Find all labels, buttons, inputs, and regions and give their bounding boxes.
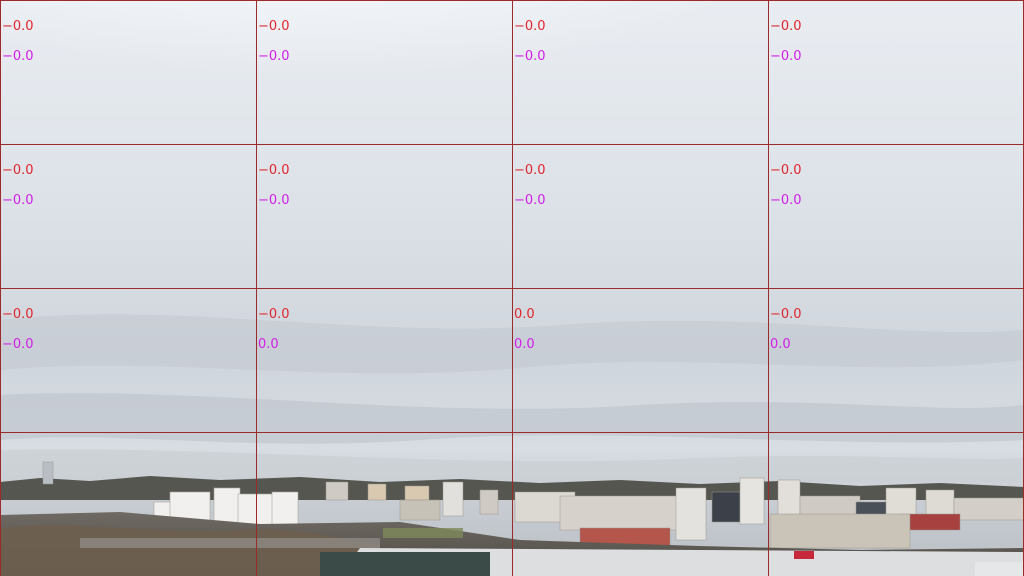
- cell-value-secondary: −0.0: [770, 193, 802, 208]
- grid-cell-r3-c0: [0, 432, 256, 576]
- cell-value-primary: −0.0: [770, 19, 802, 34]
- cell-value-primary: −0.0: [514, 19, 546, 34]
- cell-value-secondary: 0.0: [258, 337, 279, 352]
- cell-value-primary: −0.0: [258, 307, 290, 322]
- grid-cell-r1-c3: [768, 144, 1024, 288]
- cell-value-primary: −0.0: [2, 307, 34, 322]
- grid-cell-r0-c0: [0, 0, 256, 144]
- grid-cell-r3-c2: [512, 432, 768, 576]
- cell-value-primary: −0.0: [514, 163, 546, 178]
- grid-cell-r0-c1: [256, 0, 512, 144]
- cell-value-primary: −0.0: [258, 163, 290, 178]
- grid-cell-r2-c3: [768, 288, 1024, 432]
- cell-value-secondary: −0.0: [2, 337, 34, 352]
- cell-value-primary: −0.0: [2, 19, 34, 34]
- cell-value-secondary: −0.0: [514, 49, 546, 64]
- cell-value-primary: −0.0: [770, 163, 802, 178]
- cell-value-primary: −0.0: [770, 307, 802, 322]
- grid-cell-r2-c2: [512, 288, 768, 432]
- cell-value-secondary: −0.0: [770, 49, 802, 64]
- cell-value-primary: 0.0: [514, 307, 535, 322]
- grid-cell-r0-c2: [512, 0, 768, 144]
- grid-cell-r1-c2: [512, 144, 768, 288]
- cell-value-secondary: −0.0: [514, 193, 546, 208]
- cell-value-secondary: −0.0: [258, 193, 290, 208]
- grid-cell-r1-c1: [256, 144, 512, 288]
- cell-value-secondary: 0.0: [514, 337, 535, 352]
- grid-cell-r3-c3: [768, 432, 1024, 576]
- grid-cell-r1-c0: [0, 144, 256, 288]
- cell-value-secondary: −0.0: [258, 49, 290, 64]
- cell-value-secondary: −0.0: [2, 49, 34, 64]
- grid-cell-r3-c1: [256, 432, 512, 576]
- cell-value-primary: −0.0: [2, 163, 34, 178]
- grid-cell-r2-c0: [0, 288, 256, 432]
- grid-cell-r0-c3: [768, 0, 1024, 144]
- grid-cell-r2-c1: [256, 288, 512, 432]
- cell-value-secondary: 0.0: [770, 337, 791, 352]
- cell-value-secondary: −0.0: [2, 193, 34, 208]
- cell-value-primary: −0.0: [258, 19, 290, 34]
